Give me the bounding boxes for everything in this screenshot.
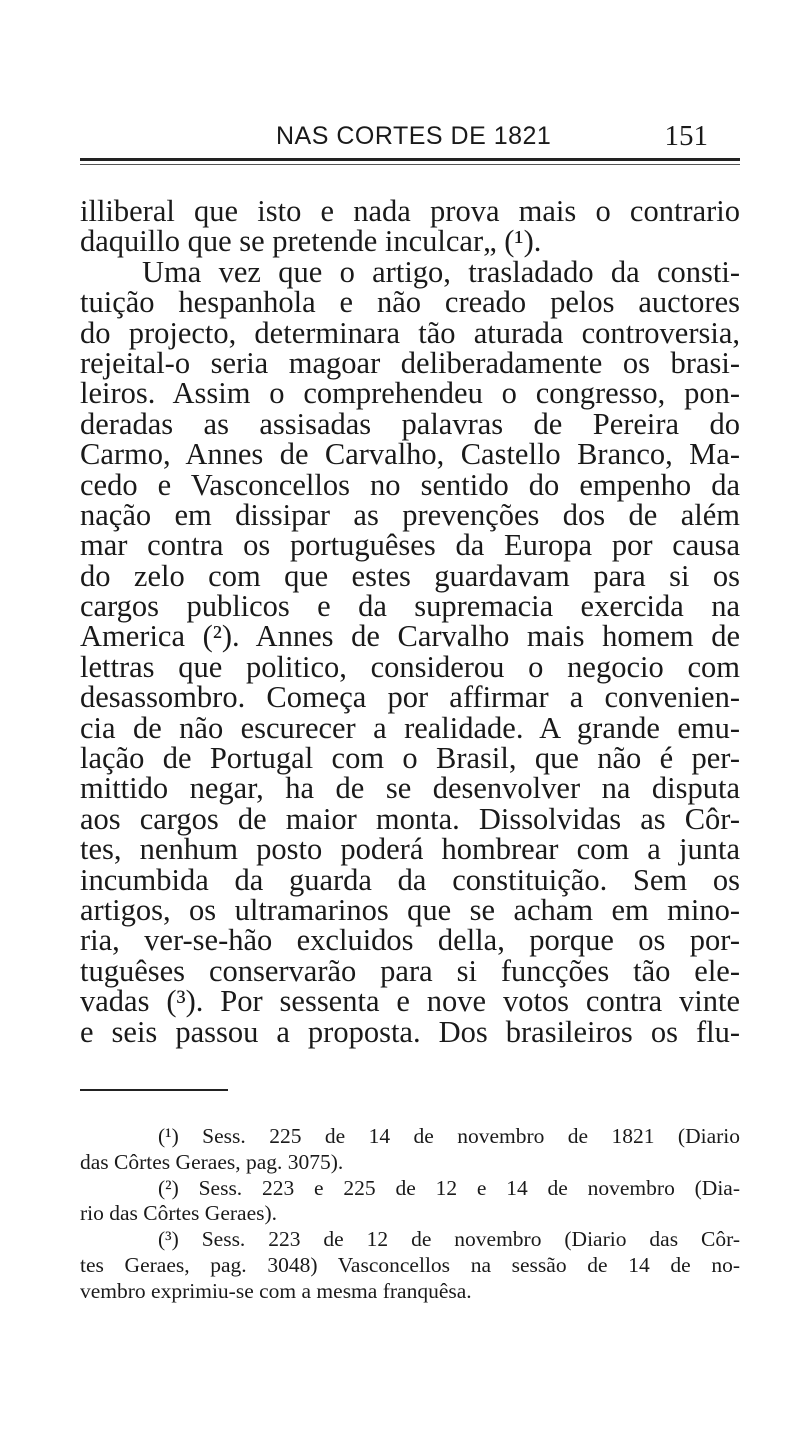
body-line: rejeital-o seria magoar deliberadamente os brasi- (80, 345, 740, 380)
footnote-1-line: (¹) Sess. 225 de 14 de novembro de 1821 (Diario (158, 1124, 740, 1148)
body-line: cia de não escurecer a realidade. A grande emu- (80, 710, 740, 745)
footnote-3-line: tes Geraes, pag. 3048) Vasconcellos na sessão de 14 de no- (80, 1252, 740, 1277)
body-line: America (²). Annes de Carvalho mais homem de (80, 619, 740, 654)
body-line: Carmo, Annes de Carvalho, Castello Branco, Ma- (80, 437, 740, 472)
footnotes (80, 1124, 740, 1305)
body-line: leiros. Assim o comprehendeu o congresso, pon- (80, 376, 740, 411)
body-line: tes, nenhum posto poderá hombrear com a junta (80, 832, 740, 867)
body-line: lettras que politico, considerou o negocio com (80, 649, 740, 684)
body-line: deradas as assisadas palavras de Pereira do (80, 406, 740, 441)
body-line: illiberal que isto e nada prova mais o contrario (80, 194, 740, 228)
body-line: incumbida da guarda da constituição. Sem os (80, 862, 740, 897)
footnote-3-line: (³) Sess. 223 de 12 de novembro (Diario das Côr- (158, 1227, 740, 1252)
body-line: do projecto, determinara tão aturada controversia, (80, 315, 740, 350)
header-rule-thin (80, 164, 740, 165)
header-rule (80, 158, 740, 161)
body-line: tuição hespanhola e não creado pelos auctores (80, 285, 740, 320)
footnote-1-line: das Côrtes Geraes, pag. 3075). (80, 1149, 344, 1174)
body-line: mittido negar, ha de se desenvolver na disputa (80, 771, 740, 806)
body-line: mar contra os portuguêses da Europa por causa (80, 528, 740, 563)
body-line: desassombro. Começa por affirmar a convenien- (80, 680, 740, 715)
body-line: tuguêses conservarão para si funcções tão ele- (80, 953, 740, 988)
page-number: 151 (664, 120, 708, 152)
footnote-rule (80, 1089, 228, 1091)
body-line: cargos publicos e da supremacia exercida na (80, 589, 740, 624)
body-line: daquillo que se pretende inculcar„ (¹). (80, 224, 542, 259)
body-line: e seis passou a proposta. Dos brasileiros os flu- (80, 1014, 740, 1049)
body-line: ria, ver-se-hão excluidos della, porque os por- (80, 923, 740, 958)
body-line: cedo e Vasconcellos no sentido do empenho da (80, 467, 740, 502)
body-line: nação em dissipar as prevenções dos de além (80, 497, 740, 532)
body-line: vadas (³). Por sessenta e nove votos contra vinte (80, 984, 740, 1019)
running-head: NAS CORTES DE 1821 (276, 122, 552, 150)
body-line: aos cargos de maior monta. Dissolvidas as Côr- (80, 801, 740, 836)
body-line: Uma vez que o artigo, trasladado da consti- (142, 254, 740, 289)
footnote-2-line: rio das Côrtes Geraes). (80, 1201, 278, 1226)
body-line: lação de Portugal com o Brasil, que não é per- (80, 741, 740, 776)
body-line: artigos, os ultramarinos que se acham em mino- (80, 892, 740, 927)
footnote-2-line: (²) Sess. 223 e 225 de 12 e 14 de novembro (Dia- (158, 1175, 740, 1200)
footnote-3-line: vembro exprimiu-se com a mesma franquêsa. (80, 1278, 472, 1303)
body-line: do zelo com que estes guardavam para si os (80, 558, 740, 593)
body-text (80, 196, 740, 1047)
page-header (80, 118, 740, 158)
